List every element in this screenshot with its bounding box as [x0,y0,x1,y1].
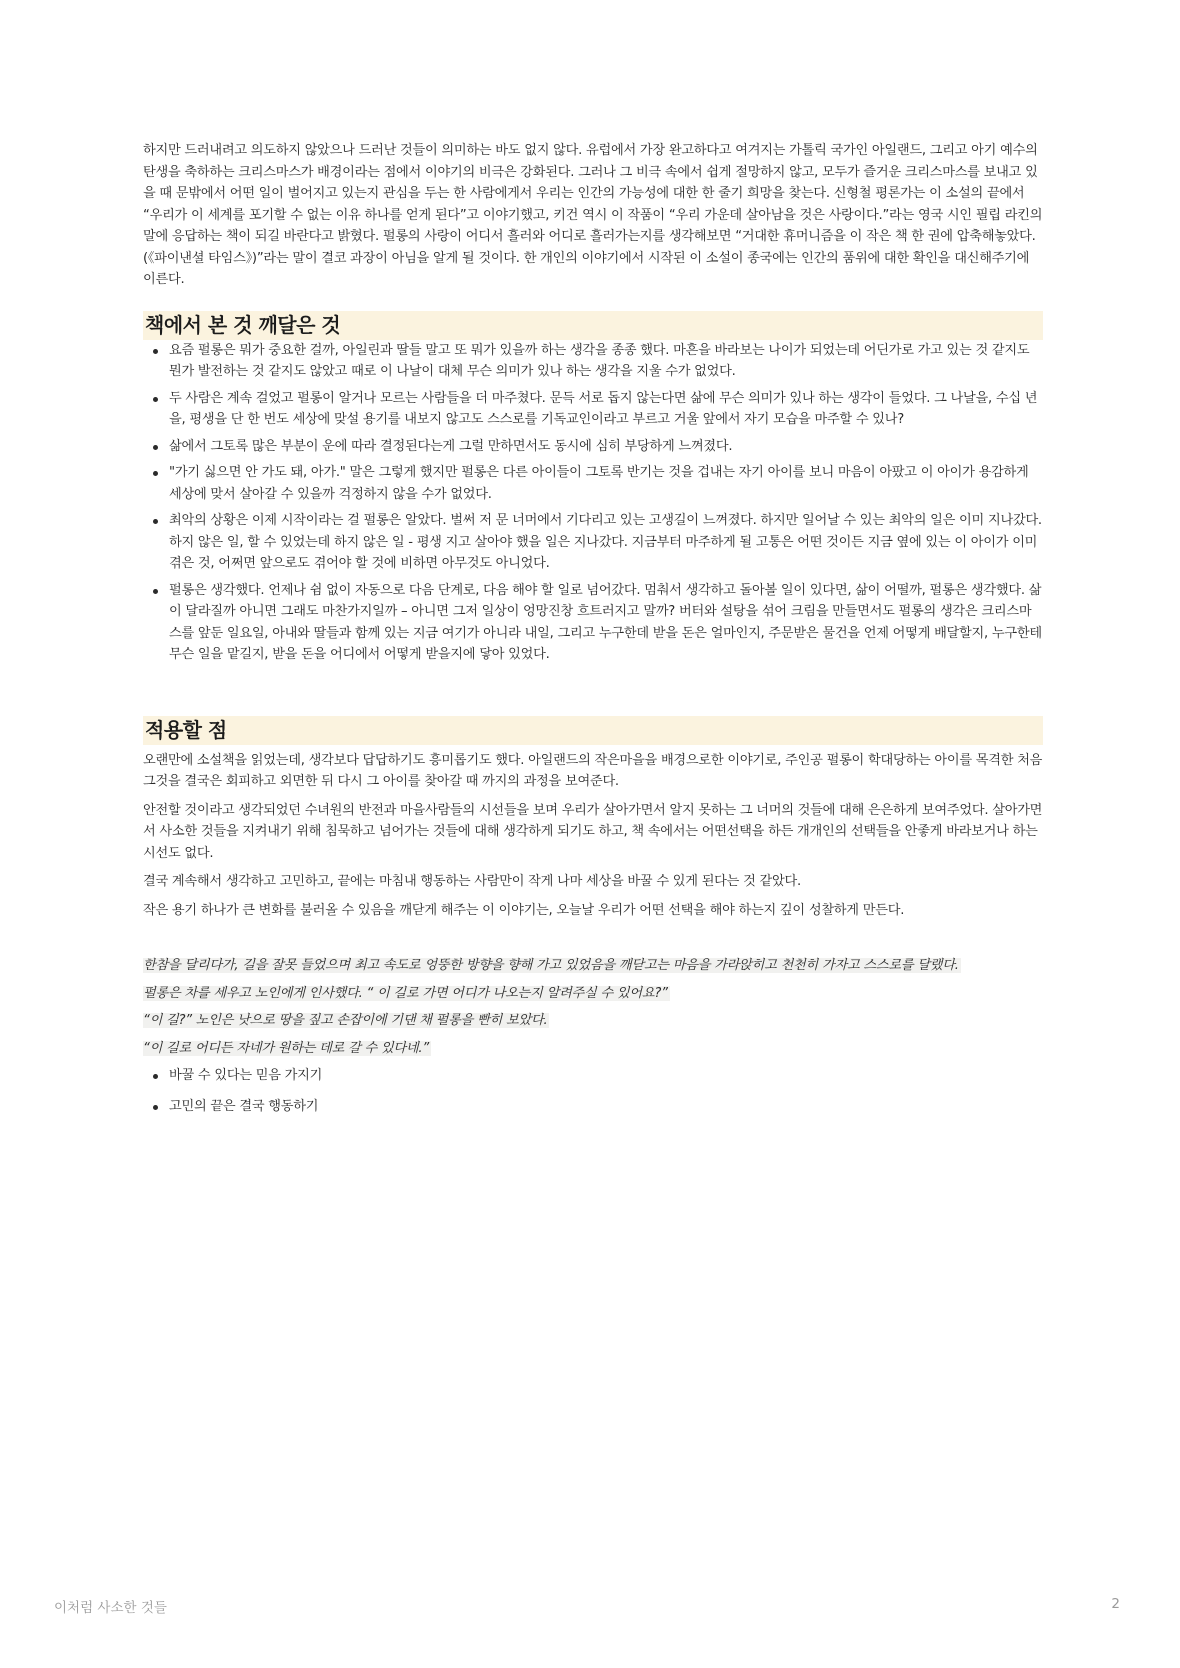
list-item: 두 사람은 계속 걸었고 펄롱이 알거나 모르는 사람들을 더 마주쳤다. 문득 서로 돕지 않는다면 삶에 무슨 의미가 있나 하는 생각이 들었다. 그 나날을, 수십 년을, 평생을 단 한 번도 세상에 맞설 용기를 내보지 않고도 스스로를 기독교인이라고 부르고 거울 앞에서 자기 모습을 마주할 수 있나? [169,388,1043,431]
intro-paragraph: 하지만 드러내려고 의도하지 않았으나 드러난 것들이 의미하는 바도 없지 않다. 유럽에서 가장 완고하다고 여겨지는 가톨릭 국가인 아일랜드, 그리고 아기 예수의 탄생을 축하하는 크리스마스가 배경이라는 점에서 이야기의 비극은 강화된다. 그러나 그 비극 속에서 쉽게 절망하지 않고, 모두가 즐거운 크리스마스를 보내고 있을 때 문밖에서 어떤 일이 벌어지고 있는지 관심을 두는 한 사람에게서 우리는 인간의 가능성에 대한 한 줄기 희망을 찾는다. 신형철 평론가는 이 소설의 끝에서 “우리가 이 세계를 포기할 수 없는 이유 하나를 얻게 된다”고 이야기했고, 키건 역시 이 작품이 “우리 가운데 살아남을 것은 사랑이다.”라는 영국 시인 필립 라킨의 말에 응답하는 책이 되길 바란다고 밝혔다. 펄롱의 사랑이 어디서 흘러와 어디로 흘러가는지를 생각해보면 “거대한 휴머니즘을 이 작은 책 한 권에 압축해놓았다.(《파이낸셜 타임스》)”라는 말이 결코 과장이 아님을 알게 될 것이다. 한 개인의 이야기에서 시작된 이 소설이 종국에는 인간의 품위에 대한 확인을 대신해주기에 이른다. [143,143,1043,287]
paragraph: 오랜만에 소설책을 읽었는데, 생각보다 답답하기도 흥미롭기도 했다. 아일랜드의 작은마을을 배경으로한 이야기로, 주인공 펄롱이 학대당하는 아이를 목격한 처음 그것을 결국은 회피하고 외면한 뒤 다시 그 아이를 찾아갈 때 까지의 과정을 보여준다. [143,752,1043,789]
quote-line [143,983,1043,1005]
section-heading-observations: 책에서 본 것 깨달은 것 [143,311,1043,340]
list-item: 펄롱은 생각했다. 언제나 쉼 없이 자동으로 다음 단계로, 다음 해야 할 일로 넘어갔다. 멈춰서 생각하고 돌아볼 일이 있다면, 삶이 어떨까, 펄롱은 생각했다. 삶이 달라질까 아니면 그래도 마찬가지일까 – 아니면 그저 일상이 엉망진창 흐트러지고 말까? 버터와 설탕을 섞어 크림을 만들면서도 펄롱의 생각은 크리스마스를 앞둔 일요일, 아내와 딸들과 함께 있는 지금 여기가 아니라 내일, 그리고 누구한데 받을 돈은 얼마인지, 주문받은 물건을 언제 어떻게 배달할지, 누구한테 무슨 일을 맡길지, 받을 돈을 어디에서 어떻게 받을지에 닿아 있었다. [169,580,1043,666]
quote-text: 한참을 달리다가, 길을 잘못 들었으며 최고 속도로 엉뚱한 방향을 향해 가고 있었음을 깨닫고는 마음을 가라앉히고 천천히 가자고 스스로를 달랬다. [143,958,959,973]
footer-book-title: 이처럼 사소한 것들 [54,1600,167,1616]
quote-text: “이 길로 어디든 자네가 원하는 데로 갈 수 있다네.” [143,1040,429,1056]
list-item: "가기 싫으면 안 가도 돼, 아가." 말은 그렇게 했지만 펄롱은 다른 아이들이 그토록 반기는 것을 겁내는 자기 아이를 보니 마음이 아팠고 이 아이가 용감하게 세상에 맞서 살아갈 수 있을까 걱정하지 않을 수가 없었다. [169,462,1043,505]
list-item: 요즘 펄롱은 뭐가 중요한 걸까, 아일린과 딸들 말고 또 뭐가 있을까 하는 생각을 종종 했다. 마흔을 바라보는 나이가 되었는데 어딘가로 가고 있는 것 같지도 뭔가 발전하는 것 같지도 않았고 때로 이 나날이 대체 무슨 의미가 있나 하는 생각을 지울 수가 없었다. [169,340,1043,383]
quote-block [143,955,1043,1059]
paragraph: 안전할 것이라고 생각되었던 수녀원의 반전과 마을사람들의 시선들을 보며 우리가 살아가면서 알지 못하는 그 너머의 것들에 대해 은은하게 보여주었다. 살아가면서 사소한 것들을 지켜내기 위해 침묵하고 넘어가는 것들에 대해 생각하게 되기도 하고, 책 속에서는 어떤선택을 하든 개개인의 선택들을 안좋게 바라보거나 하는 시선도 없다. [143,802,1043,861]
list-item: 바꿀 수 있다는 믿음 가지기 [169,1065,1043,1087]
quote-line [143,1038,1043,1060]
paragraph: 작은 용기 하나가 큰 변화를 불러올 수 있음을 깨닫게 해주는 이 이야기는, 오늘날 우리가 어떤 선택을 해야 하는지 깊이 성찰하게 만든다. [143,902,905,918]
quote-line [143,1010,1043,1032]
observations-list [143,340,1043,666]
document-body [143,140,1043,1126]
list-item: 고민의 끝은 결국 행동하기 [169,1096,1043,1118]
page-number: 2 [1111,1596,1120,1612]
quote-text: “이 길?” 노인은 낫으로 땅을 짚고 손잡이에 기댄 채 펄롱을 빤히 보았다. [143,1013,548,1028]
list-item: 삶에서 그토록 많은 부분이 운에 따라 결정된다는게 그럴 만하면서도 동시에 심히 부당하게 느껴졌다. [169,436,1043,458]
takeaways-list [143,1065,1043,1117]
intro-section [143,140,1043,291]
quote-line [143,955,1043,977]
quote-text: 펄롱은 차를 세우고 노인에게 인사했다. “ 이 길로 가면 어디가 나오는지 알려주실 수 있어요?” [143,985,668,1001]
section-heading-application: 적용할 점 [143,716,1043,745]
list-item: 최악의 상황은 이제 시작이라는 걸 펄롱은 알았다. 벌써 저 문 너머에서 기다리고 있는 고생길이 느껴졌다. 하지만 일어날 수 있는 최악의 일은 이미 지나갔다. 하지 않은 일, 할 수 있었는데 하지 않은 일 - 평생 지고 살아야 했을 일은 지나갔다. 지금부터 마주하게 될 고통은 어떤 것이든 지금 옆에 있는 이 아이가 이미 겪은 것, 어쩌면 앞으로도 겪어야 할 것에 비하면 아무것도 아니었다. [169,510,1043,575]
paragraph: 결국 계속해서 생각하고 고민하고, 끝에는 마침내 행동하는 사람만이 작게 나마 세상을 바꿀 수 있게 된다는 것 같았다. [143,874,801,889]
application-section [143,750,1043,922]
